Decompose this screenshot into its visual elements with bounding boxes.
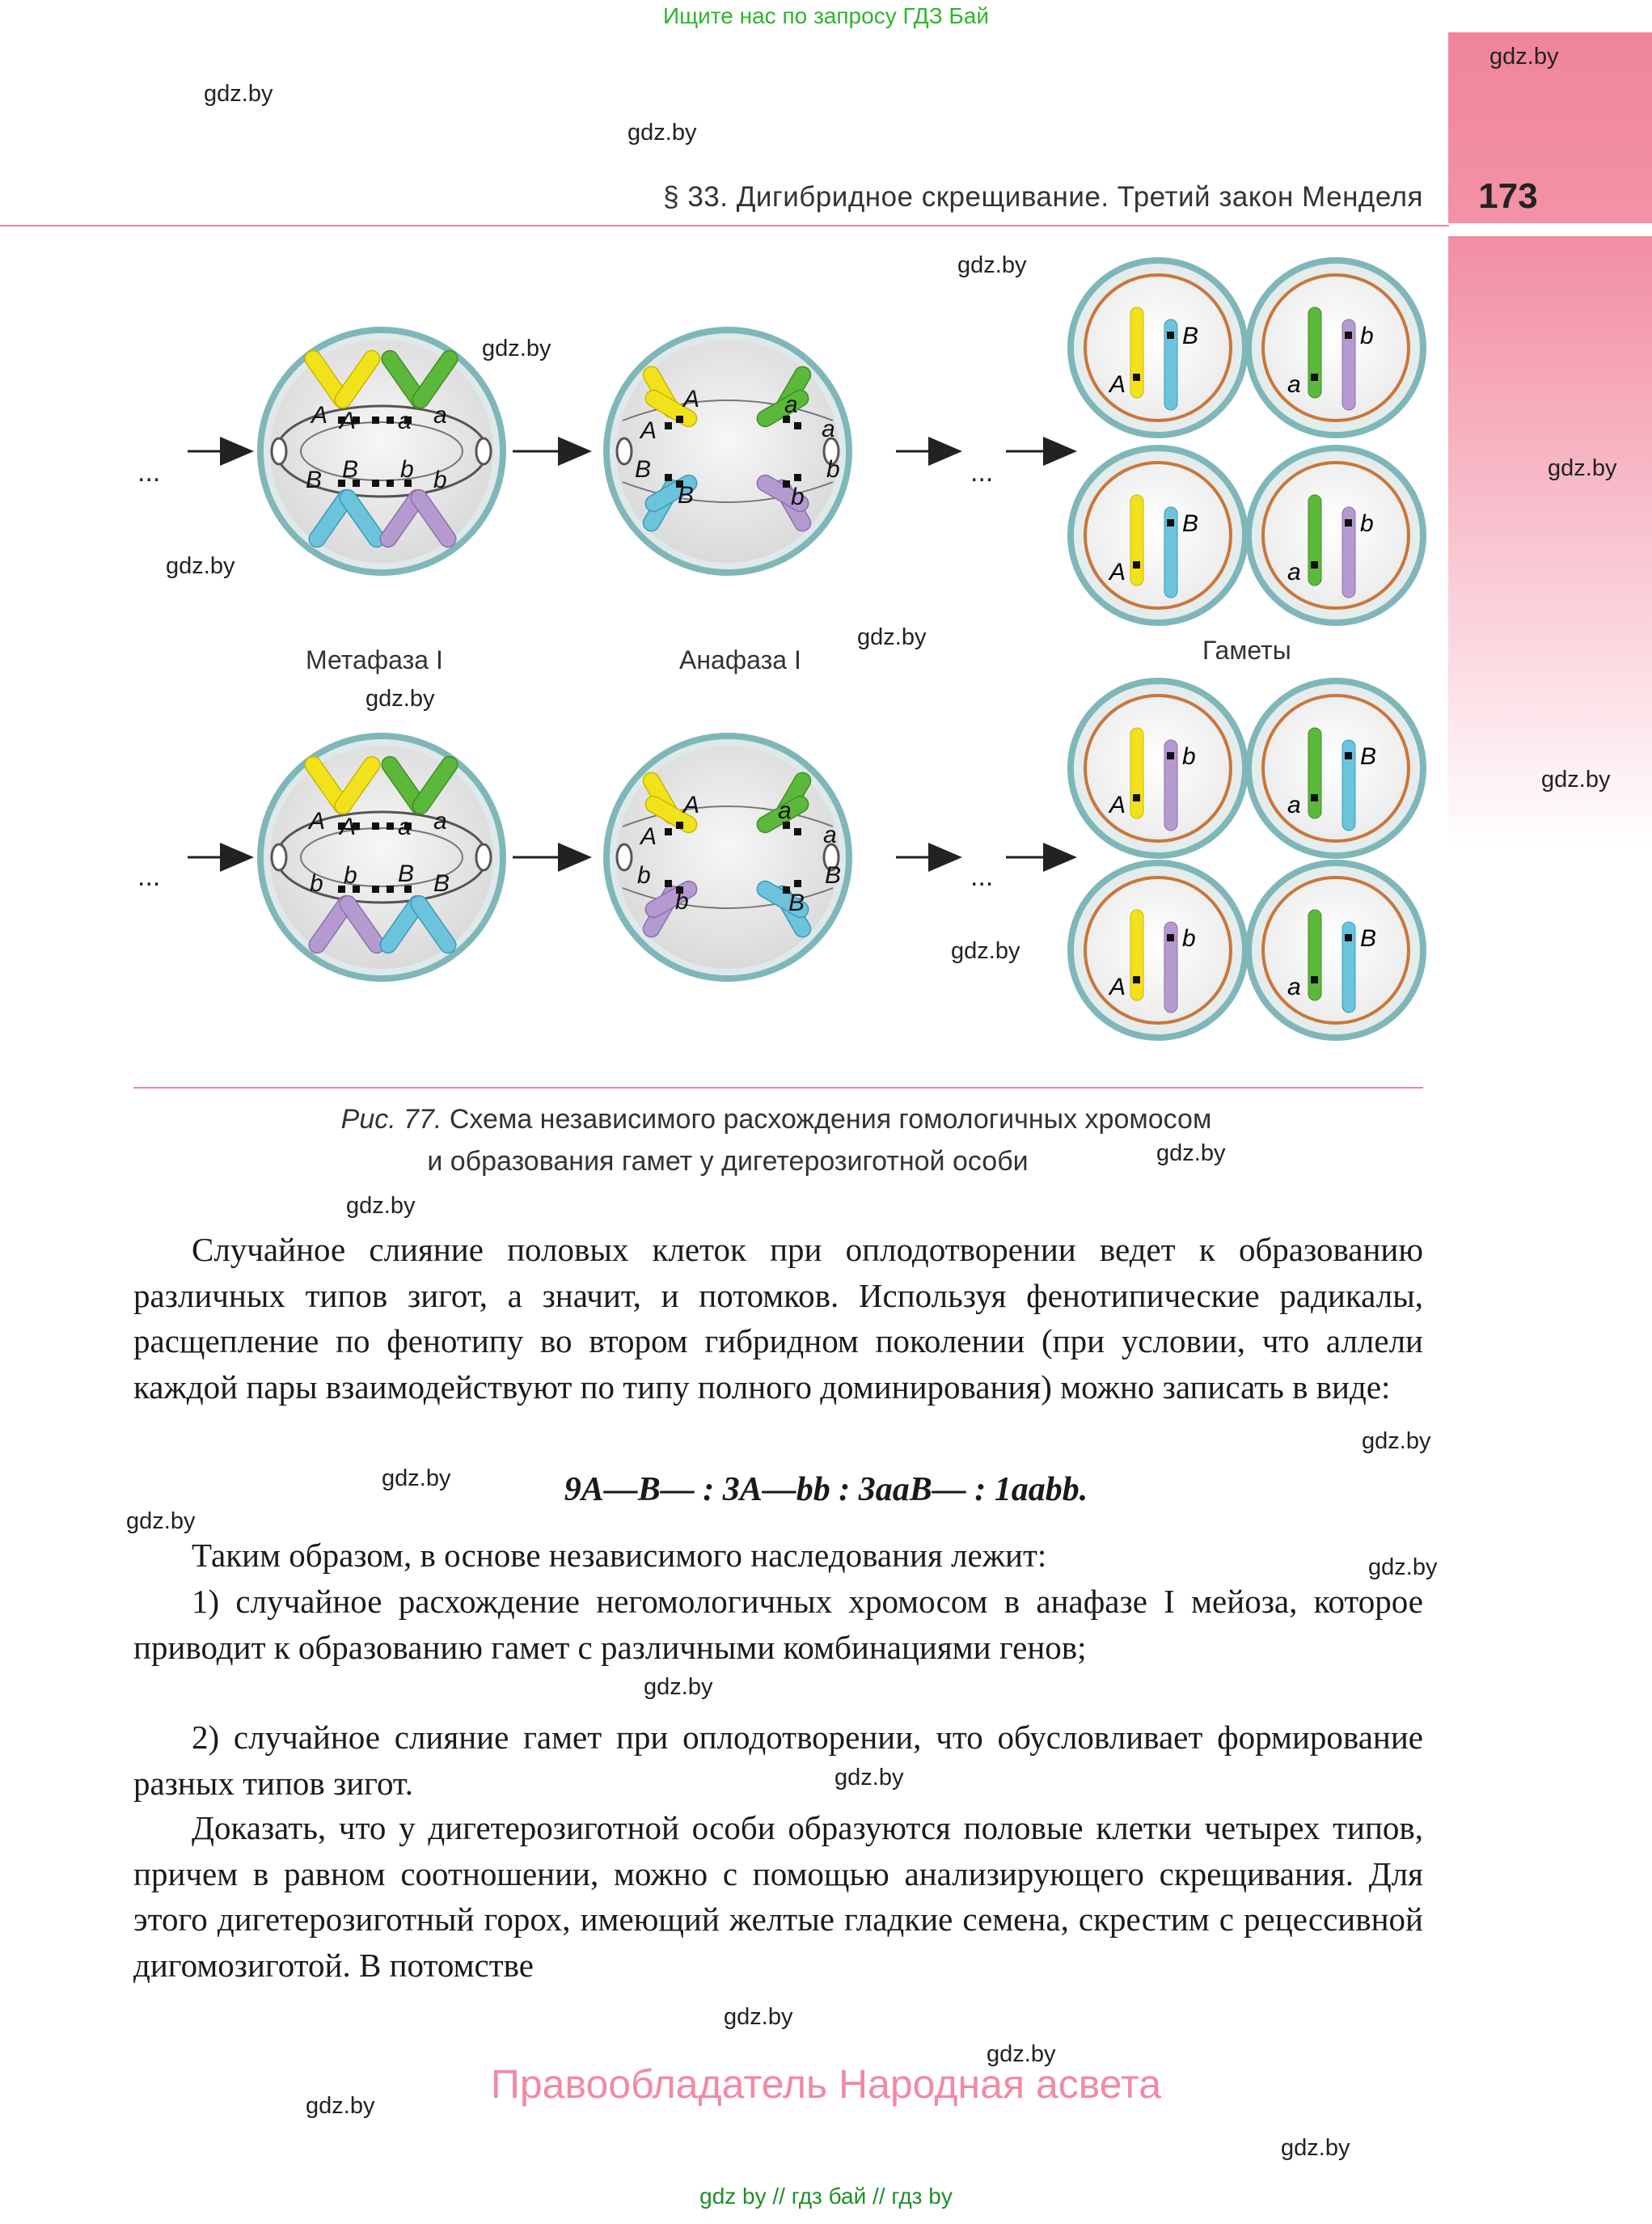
allele-label: b: [400, 456, 414, 483]
allele-label: B: [788, 890, 805, 916]
anaphase-cell: [606, 736, 849, 979]
allele-label: A: [340, 814, 357, 840]
allele-label: B: [433, 870, 450, 897]
paragraph-3: 1) случайное расхождение негомологичных хромосом в анафазе I мейоза, которое приводит к образованию гамет с различными комбинациями генов;: [133, 1583, 1423, 1666]
allele-label: b: [1182, 743, 1196, 770]
allele-label: b: [344, 862, 357, 889]
watermark: gdz.by: [482, 336, 551, 362]
allele-label: A: [683, 792, 700, 818]
allele-label: b: [637, 862, 651, 889]
header-divider: [0, 225, 1449, 226]
ellipsis: ...: [970, 457, 994, 488]
allele-label: a: [1287, 559, 1301, 586]
ellipsis: ...: [970, 861, 994, 892]
gamete: [1249, 260, 1423, 435]
ellipsis: ...: [137, 861, 161, 892]
section-title: § 33. Дигибридное скрещивание. Третий закон Менделя: [663, 181, 1423, 213]
rights-holder: Правообладатель Народная асвета: [490, 2061, 1162, 2107]
allele-label: B: [398, 860, 415, 887]
allele-label: a: [784, 391, 798, 418]
allele-label: A: [640, 417, 657, 444]
allele-label: B: [342, 456, 359, 483]
allele-label: b: [1360, 323, 1374, 349]
gametes-label: Гаметы: [1202, 636, 1291, 665]
watermark: gdz.by: [857, 624, 927, 650]
allele-label: A: [309, 808, 326, 835]
gamete: [1071, 863, 1245, 1038]
allele-label: A: [311, 402, 328, 429]
watermark: gdz.by: [204, 81, 273, 107]
ellipsis: ...: [137, 457, 161, 488]
watermark: gdz.by: [382, 1465, 451, 1491]
allele-label: A: [640, 823, 657, 850]
allele-label: a: [433, 402, 447, 429]
metaphase-label: Метафаза I: [306, 645, 443, 674]
caption-line2: и образования гамет у дигетерозиготной особи: [427, 1146, 1029, 1177]
metaphase-cell: [260, 736, 503, 979]
allele-label: A: [1109, 559, 1126, 586]
gamete: [1249, 863, 1423, 1038]
paragraph-1: Случайное слияние половых клеток при оплодотворении ведет к образованию различных типов зигот, а значит, и потомков. Используя фенотипические радикалы, расщепление по фенотипу во втором гибридном поколении (при условии, что аллели каждой пары взаимодействуют по типу полного доминирования) можно записать в виде:: [133, 1231, 1423, 1406]
allele-label: a: [823, 822, 837, 848]
allele-label: b: [1360, 510, 1374, 537]
watermark: gdz.by: [627, 120, 697, 146]
watermark: gdz.by: [724, 2004, 793, 2030]
gamete: [1071, 260, 1245, 435]
gamete: [1249, 681, 1423, 856]
allele-label: B: [306, 467, 323, 493]
allele-label: b: [310, 870, 323, 897]
watermark: gdz.by: [644, 1674, 713, 1700]
allele-label: B: [678, 482, 695, 509]
page-tab-side: [1448, 236, 1652, 851]
paragraph-5: Доказать, что у дигетерозиготной особи образуются половые клетки четырех типов, причем в равном соотношении, можно с помощью анализирующего скрещивания. Для этого дигетерозиготный горох, имеющий желтые гладкие семена, скрестим с рецессивной дигомозиготой. В потомстве: [133, 1809, 1423, 1984]
allele-label: a: [1287, 371, 1301, 398]
allele-label: b: [826, 456, 840, 483]
paragraph-4: 2) случайное слияние гамет при оплодотворении, что обусловливает формирование разных типов зигот.: [133, 1719, 1423, 1802]
allele-label: B: [1182, 323, 1199, 349]
allele-label: B: [635, 456, 652, 483]
meiosis-figure: [0, 235, 1449, 1059]
allele-label: A: [683, 386, 700, 412]
watermark: gdz.by: [957, 252, 1027, 278]
watermark: gdz.by: [126, 1508, 196, 1534]
watermark: gdz.by: [346, 1193, 416, 1219]
caption-line1: Схема независимого расхождения гомологичных хромосом: [449, 1104, 1212, 1135]
watermark: gdz.by: [1156, 1140, 1226, 1166]
page-number: 173: [1478, 176, 1538, 216]
watermark: gdz.by: [1281, 2135, 1350, 2161]
allele-label: B: [1182, 510, 1199, 537]
caption-prefix: Рис. 77.: [340, 1104, 442, 1135]
watermark: gdz.by: [1541, 767, 1611, 793]
watermark: gdz.by: [166, 553, 235, 579]
allele-label: A: [1109, 371, 1126, 398]
allele-label: a: [778, 797, 792, 824]
watermark: gdz.by: [1548, 455, 1617, 481]
gamete: [1071, 681, 1245, 856]
watermark: gdz.by: [306, 2093, 375, 2119]
allele-label: B: [1360, 743, 1377, 770]
footer-links[interactable]: gdz by // гдз бай // гдз by: [699, 2184, 953, 2209]
allele-label: A: [1109, 792, 1126, 818]
allele-label: a: [1287, 974, 1301, 1000]
watermark: gdz.by: [1368, 1554, 1438, 1580]
anaphase-label: Анафаза I: [679, 645, 801, 674]
metaphase-cell: [260, 330, 503, 573]
figure-caption: [129, 1098, 1423, 1182]
allele-label: a: [822, 416, 835, 442]
gamete: [1071, 448, 1245, 623]
anaphase-cell: [606, 330, 849, 573]
allele-label: B: [825, 862, 842, 889]
allele-label: A: [1109, 974, 1126, 1000]
caption-divider: [133, 1087, 1423, 1089]
watermark: gdz.by: [365, 686, 435, 712]
allele-label: A: [340, 408, 357, 434]
allele-label: a: [398, 814, 412, 840]
allele-label: b: [675, 888, 689, 915]
allele-label: a: [398, 408, 412, 434]
allele-label: b: [433, 467, 447, 493]
phenotype-formula: 9A—B— : 3A—bb : 3aaB— : 1aabb.: [564, 1471, 1088, 1508]
allele-label: b: [791, 484, 805, 510]
watermark: gdz.by: [951, 938, 1020, 964]
watermark: gdz.by: [1489, 44, 1559, 70]
allele-label: a: [433, 808, 447, 835]
top-note: Ищите нас по запросу ГДЗ Бай: [662, 3, 990, 28]
allele-label: B: [1360, 925, 1377, 952]
allele-label: b: [1182, 925, 1196, 952]
watermark: gdz.by: [987, 2041, 1056, 2067]
watermark: gdz.by: [834, 1765, 904, 1791]
paragraph-2: Таким образом, в основе независимого наследования лежит:: [192, 1537, 1047, 1574]
allele-label: a: [1287, 792, 1301, 818]
watermark: gdz.by: [1362, 1428, 1431, 1454]
gamete: [1249, 448, 1423, 623]
